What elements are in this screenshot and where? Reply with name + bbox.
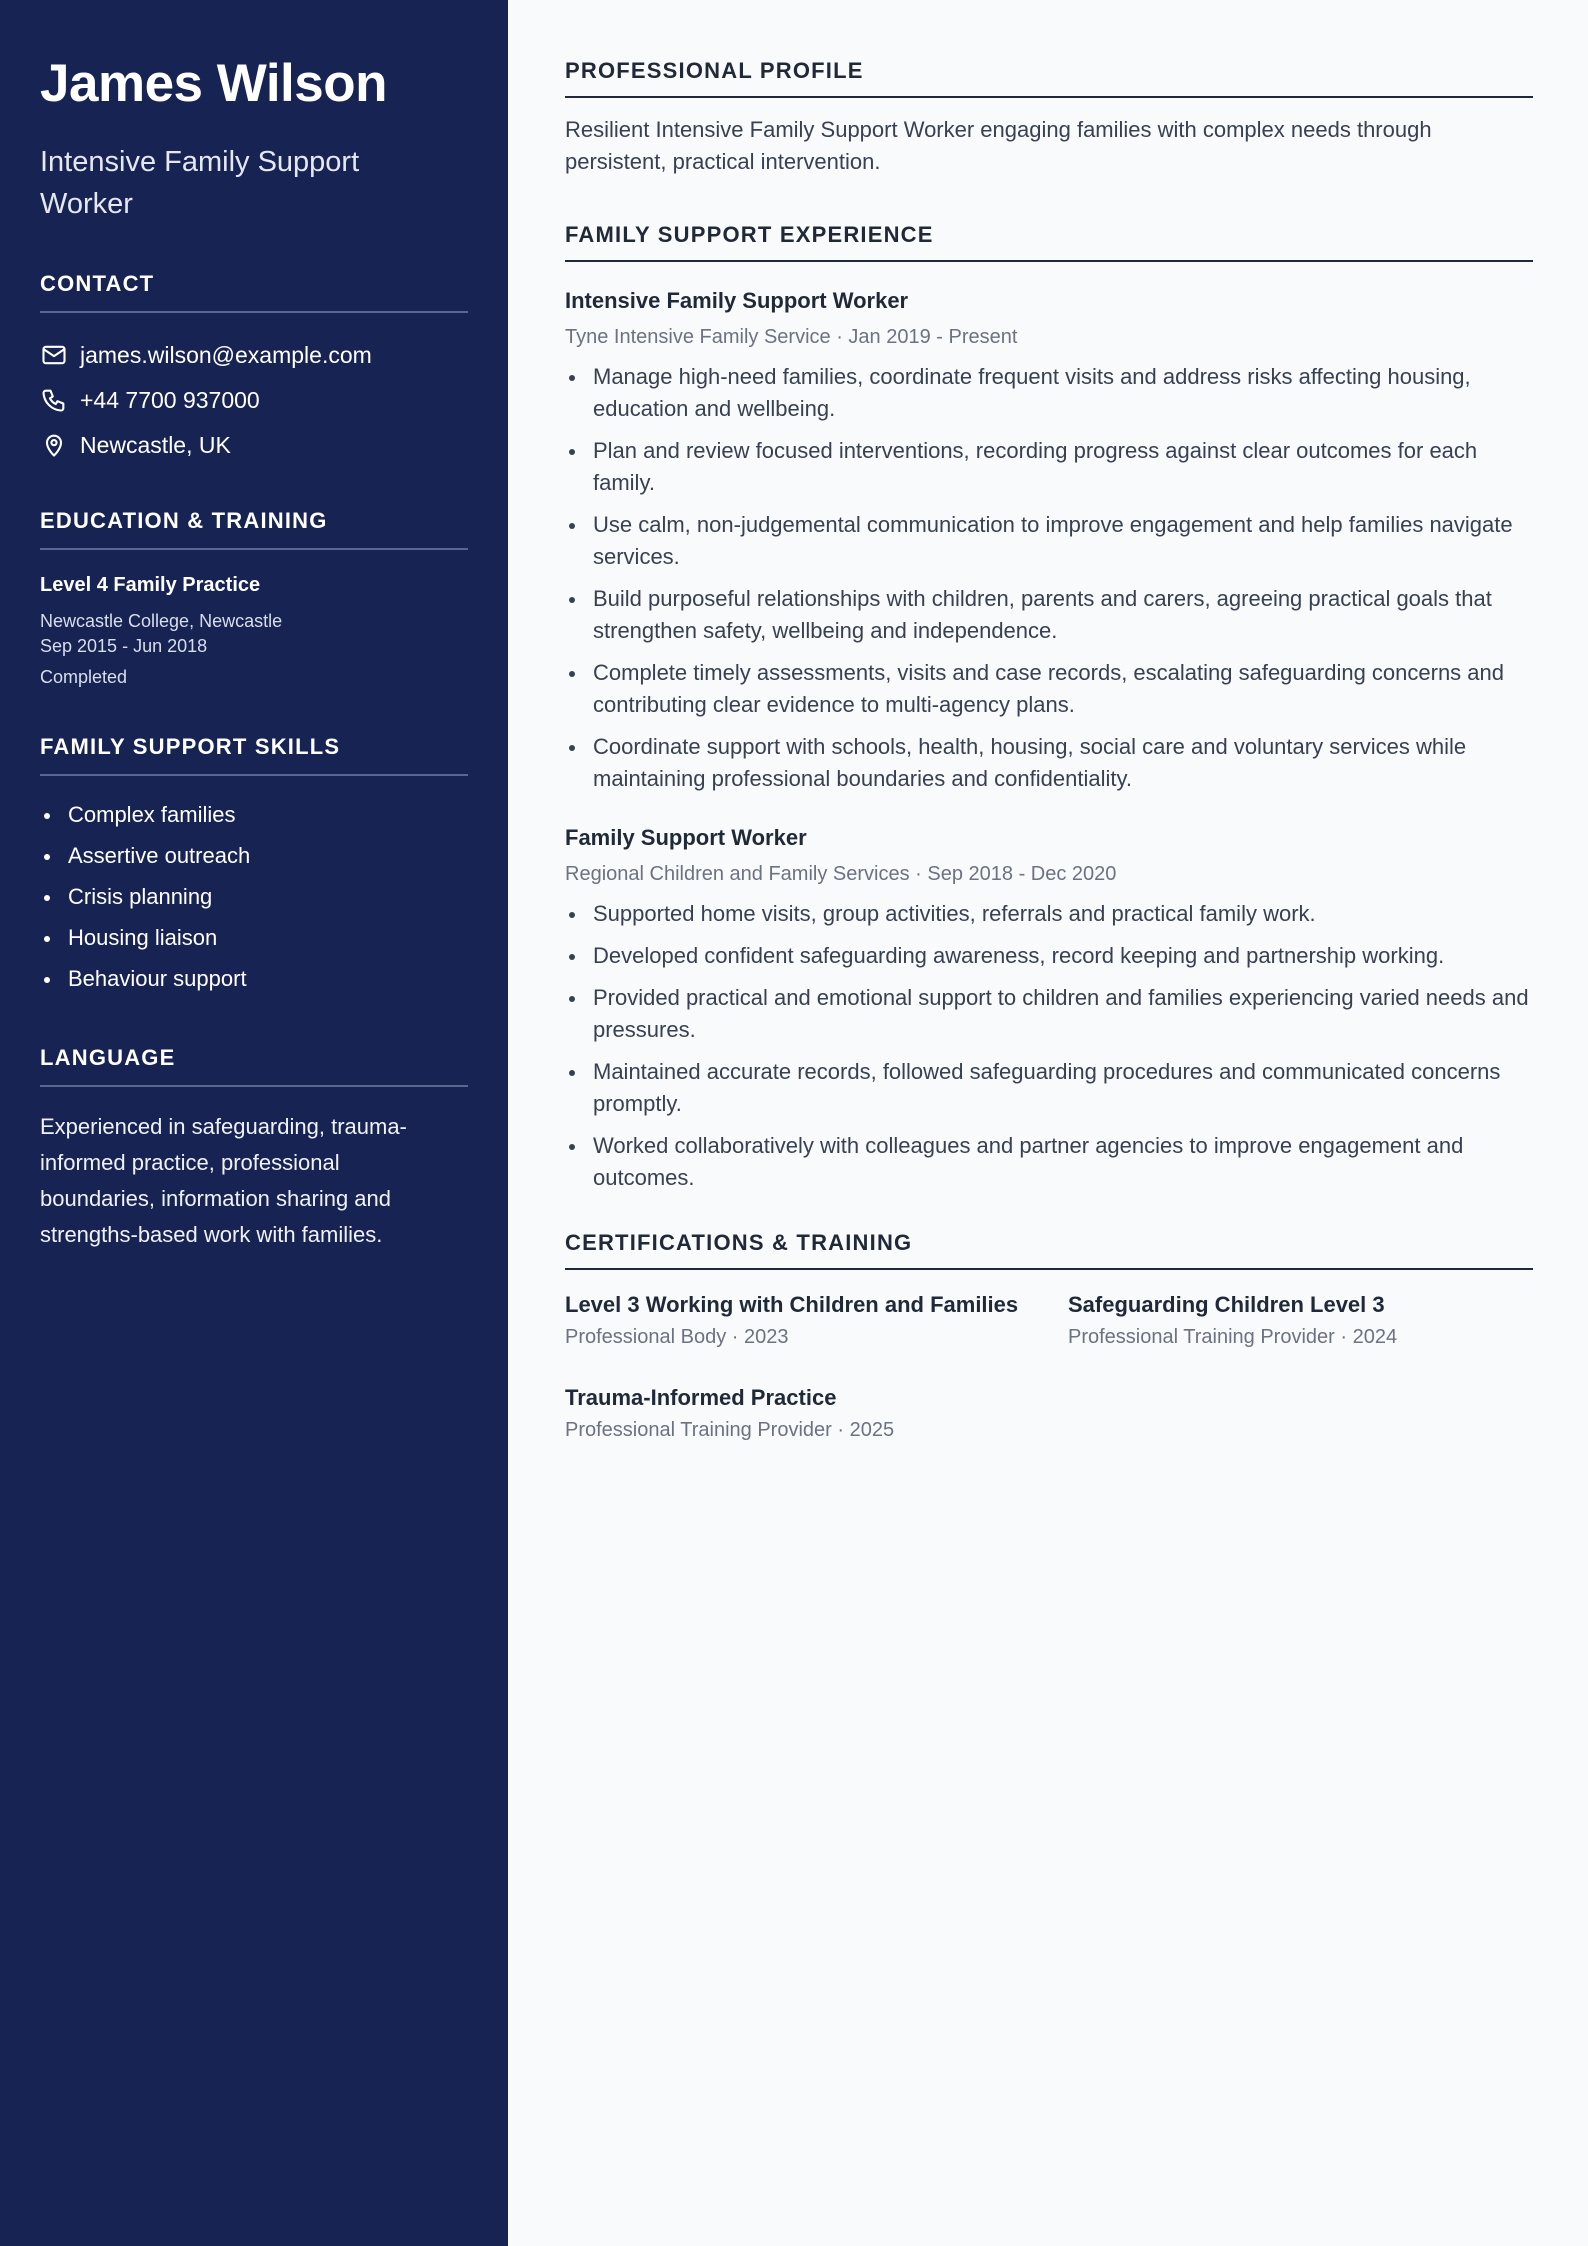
email-text: james.wilson@example.com xyxy=(80,341,372,368)
job-title: Intensive Family Support Worker xyxy=(40,145,360,220)
job-bullets xyxy=(565,361,1533,795)
certification-name: Trauma-Informed Practice xyxy=(565,1385,837,1410)
experience-heading: FAMILY SUPPORT EXPERIENCE xyxy=(565,222,1533,262)
education-dates: Sep 2015 - Jun 2018 xyxy=(40,635,208,656)
skill-item: Behaviour support xyxy=(40,962,468,1003)
education-heading: EDUCATION & TRAINING xyxy=(40,508,468,550)
language-text: Experienced in safeguarding, trauma-informed practice, professional boundaries, information sharing and strengths-based work with families. xyxy=(40,1113,407,1247)
certification-name: Safeguarding Children Level 3 xyxy=(1068,1292,1385,1317)
job-entry-title: Family Support Worker xyxy=(565,825,807,850)
certification-item xyxy=(565,1385,1068,1442)
skill-item: Assertive outreach xyxy=(40,839,468,880)
education-school: Newcastle College, Newcastle xyxy=(40,610,283,631)
certification-item xyxy=(565,1292,1068,1349)
job-bullet: Use calm, non-judgemental communication to improve engagement and help families navigate services. xyxy=(565,509,1533,573)
job-bullets xyxy=(565,898,1533,1194)
job-bullet: Complete timely assessments, visits and case records, escalating safeguarding concerns and contributing clear evidence to multi-agency plans. xyxy=(565,657,1533,721)
certification-item xyxy=(1068,1292,1533,1349)
profile-text: Resilient Intensive Family Support Worker engaging families with complex needs through persistent, practical intervention. xyxy=(565,117,1432,174)
job-entry xyxy=(565,825,1533,1194)
contact-email[interactable] xyxy=(40,333,468,378)
certifications-section xyxy=(565,1230,1533,1442)
contact-location xyxy=(40,423,468,468)
experience-section xyxy=(565,222,1533,1194)
skills-heading: FAMILY SUPPORT SKILLS xyxy=(40,734,468,776)
job-bullet: Supported home visits, group activities, referrals and practical family work. xyxy=(565,898,1533,930)
main-content xyxy=(565,58,1533,1442)
job-bullet: Build purposeful relationships with children, parents and carers, agreeing practical goals that strengthen safety, wellbeing and independence. xyxy=(565,583,1533,647)
phone-icon xyxy=(40,386,68,414)
certification-meta: Professional Training Provider · 2024 xyxy=(1068,1326,1398,1348)
job-bullet: Maintained accurate records, followed safeguarding procedures and communicated concerns promptly. xyxy=(565,1056,1533,1120)
location-text: Newcastle, UK xyxy=(80,431,231,458)
profile-section xyxy=(565,58,1533,178)
certification-meta: Professional Body · 2023 xyxy=(565,1326,789,1348)
job-bullet: Worked collaboratively with colleagues and partner agencies to improve engagement and outcomes. xyxy=(565,1130,1533,1194)
sidebar xyxy=(0,0,508,2246)
job-entry-meta: Tyne Intensive Family Service · Jan 2019 - Present xyxy=(565,326,1018,348)
skill-item: Complex families xyxy=(40,798,468,839)
job-entry-meta: Regional Children and Family Services · Sep 2018 - Dec 2020 xyxy=(565,863,1117,885)
mail-icon xyxy=(40,341,68,369)
job-entry xyxy=(565,288,1533,795)
profile-heading: PROFESSIONAL PROFILE xyxy=(565,58,1533,98)
phone-text: +44 7700 937000 xyxy=(80,386,260,413)
contact-heading: CONTACT xyxy=(40,271,468,313)
education-degree: Level 4 Family Practice xyxy=(40,573,261,596)
job-bullet: Provided practical and emotional support to children and families experiencing varied needs and pressures. xyxy=(565,982,1533,1046)
language-section xyxy=(40,1045,468,1253)
candidate-name: James Wilson xyxy=(40,54,387,113)
contact-section xyxy=(40,271,468,468)
job-entry-title: Intensive Family Support Worker xyxy=(565,288,909,313)
certification-name: Level 3 Working with Children and Families xyxy=(565,1292,1019,1317)
job-bullet: Plan and review focused interventions, recording progress against clear outcomes for each family. xyxy=(565,435,1533,499)
certifications-heading: CERTIFICATIONS & TRAINING xyxy=(565,1230,1533,1270)
skill-item: Crisis planning xyxy=(40,880,468,921)
job-bullet: Manage high-need families, coordinate frequent visits and address risks affecting housing, education and wellbeing. xyxy=(565,361,1533,425)
job-bullet: Coordinate support with schools, health, housing, social care and voluntary services while maintaining professional boundaries and confidentiality. xyxy=(565,731,1533,795)
location-pin-icon xyxy=(40,431,68,459)
certification-meta: Professional Training Provider · 2025 xyxy=(565,1419,895,1441)
skills-section xyxy=(40,734,468,1003)
contact-phone[interactable] xyxy=(40,378,468,423)
education-section xyxy=(40,508,468,688)
job-bullet: Developed confident safeguarding awareness, record keeping and partnership working. xyxy=(565,940,1533,972)
skill-item: Housing liaison xyxy=(40,921,468,962)
certifications-grid xyxy=(565,1292,1533,1442)
education-status: Completed xyxy=(40,666,128,687)
language-heading: LANGUAGE xyxy=(40,1045,468,1087)
skills-list xyxy=(40,798,468,1003)
